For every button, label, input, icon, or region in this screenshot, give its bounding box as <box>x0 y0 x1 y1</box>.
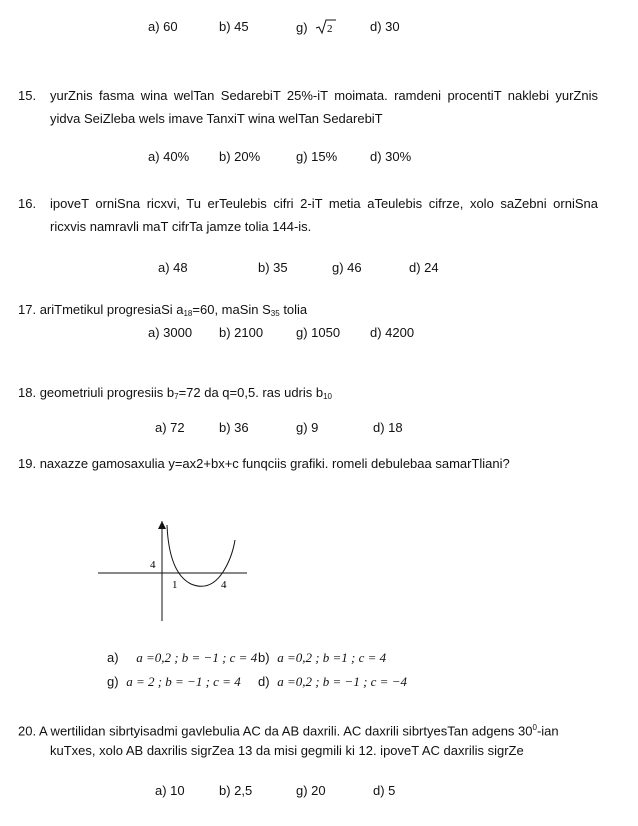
question-20-number: 20. <box>18 723 37 739</box>
question-17 <box>18 302 307 318</box>
question-17-text-1: ariTmetikul progresiaSi a <box>39 302 184 317</box>
question-18 <box>18 385 332 401</box>
sqrt-symbol-icon <box>315 19 337 35</box>
question-19-number: 19. <box>18 456 37 471</box>
q17-option-a: a) 3000 <box>148 325 193 340</box>
q18-option-b: b) 36 <box>219 420 249 435</box>
question-17-text-2: =60, maSin S <box>192 302 271 317</box>
question-17-sub-2: 35 <box>270 309 280 318</box>
q16-option-b: b) 35 <box>258 260 288 275</box>
q20-option-d: d) 5 <box>373 783 396 798</box>
q18-option-g: g) 9 <box>296 420 319 435</box>
question-18-text-2: =72 da q=0,5. ras udris b <box>178 385 324 400</box>
q14-option-g <box>296 19 337 35</box>
q14-option-a: a) 60 <box>148 19 178 34</box>
question-15-number: 15. <box>18 88 37 103</box>
question-19 <box>18 456 510 471</box>
q14-option-b: b) 45 <box>219 19 249 34</box>
question-17-number: 17. <box>18 302 37 317</box>
q17-option-b: b) 2100 <box>219 325 264 340</box>
question-18-text-1: geometriuli progresiis b <box>39 385 175 400</box>
question-17-text-3: tolia <box>279 302 308 317</box>
question-15-text: yurZnis fasma wina welTan SedarebiT 25%-iT moimata. ramdeni procentiT naklebi yurZnis yidva SeiZleba wels imave TanxiT wina welTan SedarebiT <box>50 88 598 126</box>
question-18-number: 18. <box>18 385 37 400</box>
q19-option-d-math: a =0,2 ; b = −1 ; c = −4 <box>277 674 407 689</box>
question-18-sub-1: 7 <box>174 392 179 401</box>
q20-option-b: b) 2,5 <box>219 783 253 798</box>
y-axis-arrow-icon <box>158 521 166 529</box>
q19-option-a-label: a) <box>107 650 119 665</box>
q14-sqrt-value: 2 <box>327 23 333 35</box>
question-17-sub-1: 18 <box>183 309 193 318</box>
q16-option-g: g) 46 <box>332 260 362 275</box>
q19-option-g <box>107 674 241 690</box>
q18-option-a: a) 72 <box>155 420 185 435</box>
q17-option-d: d) 4200 <box>370 325 415 340</box>
question-18-sub-2: 10 <box>323 392 333 401</box>
q19-option-a <box>107 650 257 666</box>
q14-option-d: d) 30 <box>370 19 400 34</box>
q17-option-g: g) 1050 <box>296 325 341 340</box>
question-16-text: ipoveT orniSna ricxvi, Tu erTeulebis cifri 2-iT metia aTeulebis cifrze, xolo saZebni orniSna ricxvis namravli maT cifrTa jamze tolia 144-is. <box>50 196 598 234</box>
graph-label-x-1: 1 <box>172 579 178 591</box>
question-20-line-2: kuTxes, xolo AB daxrilis sigrZea 13 da misi gegmili ki 12. ipoveT AC daxrilis sigrZe <box>50 743 524 758</box>
parabola-graph <box>95 515 255 625</box>
question-20-degree-sup: 0 <box>532 723 537 732</box>
q19-option-d <box>258 674 407 690</box>
question-16 <box>18 192 598 238</box>
q19-option-g-math: a = 2 ; b = −1 ; c = 4 <box>126 674 241 689</box>
q19-option-b-label: b) <box>258 650 270 665</box>
q16-option-d: d) 24 <box>409 260 439 275</box>
question-20-text-1: A wertilidan sibrtyisadmi gavlebulia AC da AB daxrili. AC daxrili sibrtyesTan adgens 30 <box>38 723 533 739</box>
q14-option-g-label: g) <box>296 20 308 35</box>
graph-label-x-4: 4 <box>221 579 227 591</box>
parabola-curve <box>167 525 235 586</box>
q19-option-a-math: a =0,2 ; b = −1 ; c = 4 <box>136 650 258 665</box>
q15-option-g: g) 15% <box>296 149 338 164</box>
q19-option-b-math: a =0,2 ; b =1 ; c = 4 <box>277 650 387 665</box>
q15-option-a: a) 40% <box>148 149 190 164</box>
question-15 <box>18 84 598 130</box>
question-19-text: naxazze gamosaxulia y=ax2+bx+c funqciis grafiki. romeli debulebaa samarTliani? <box>39 456 510 471</box>
q15-option-d: d) 30% <box>370 149 412 164</box>
q18-option-d: d) 18 <box>373 420 403 435</box>
q20-option-g: g) 20 <box>296 783 326 798</box>
q19-option-b <box>258 650 386 666</box>
question-20-text-2: -ian <box>536 723 559 739</box>
q19-option-d-label: d) <box>258 674 270 689</box>
q19-option-g-label: g) <box>107 674 119 689</box>
q15-option-b: b) 20% <box>219 149 261 164</box>
question-16-number: 16. <box>18 196 37 211</box>
q20-option-a: a) 10 <box>155 783 185 798</box>
graph-label-y-4: 4 <box>150 559 156 571</box>
q16-option-a: a) 48 <box>158 260 188 275</box>
